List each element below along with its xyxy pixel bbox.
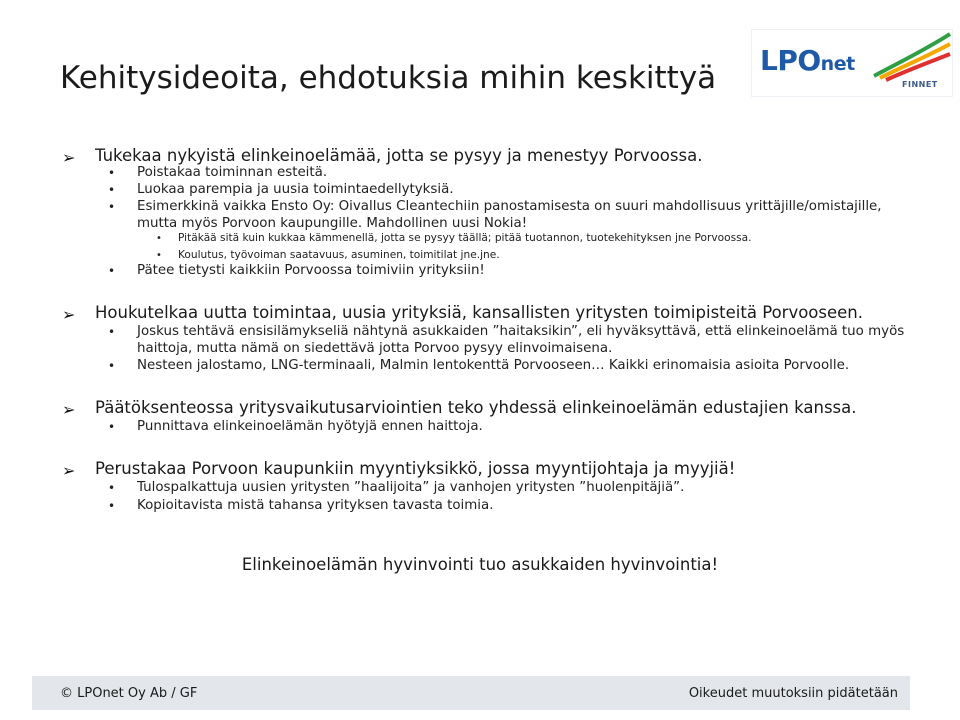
list-item: Kopioitavista mistä tahansa yrityksen tavasta toimia.: [137, 498, 494, 513]
bullet-icon: •: [108, 183, 116, 197]
list-item: Pätee tietysti kaikkiin Porvoossa toimiviin yrityksiin!: [137, 263, 485, 278]
list-item: Esimerkkinä vaikka Ensto Oy: Oivallus Cleantechiin panostamisesta on suuri mahdollisuus yrittäjille/omistajille, mutta myös Porvoon kaupungille. Mahdollinen uusi Nokia!: [137, 199, 882, 231]
list-item: Punnittava elinkeinoelämän hyötyjä ennen haittoja.: [137, 419, 483, 434]
logo-finnet: FINNET: [902, 80, 938, 89]
section-heading: Tukekaa nykyistä elinkeinoelämää, jotta se pysyy ja menestyy Porvoossa.: [95, 146, 703, 165]
footer-copyright: © LPOnet Oy Ab / GF: [60, 686, 198, 701]
list-item: Tulospalkattuja uusien yritysten ”haalijoita” ja vanhojen yritysten ”huolenpitäjiä”.: [137, 480, 685, 495]
logo-swoosh-icon: [870, 32, 952, 82]
bullet-icon: •: [108, 264, 116, 278]
bullet-icon: •: [156, 233, 162, 244]
bullet-icon: •: [156, 250, 162, 261]
arrow-bullet-icon: ➢: [62, 400, 76, 419]
closing-statement: Elinkeinoelämän hyvinvointi tuo asukkaiden hyvinvointia!: [241, 555, 719, 574]
list-item: Poistakaa toiminnan esteitä.: [137, 165, 328, 180]
bullet-icon: •: [108, 325, 116, 339]
bullet-icon: •: [108, 200, 116, 214]
list-item: Nesteen jalostamo, LNG-terminaali, Malmin lentokenttä Porvooseen… Kaikki erinomaisia asioita Porvoolle.: [137, 358, 850, 373]
lponet-logo: [752, 30, 952, 96]
sub-list-item: Pitäkää sitä kuin kukkaa kämmenellä, jotta se pysyy täällä; pitää tuotannon, tuotekehityksen jne Porvoossa.: [178, 232, 752, 244]
section-heading: Perustakaa Porvoon kaupunkiin myyntiyksikkö, jossa myyntijohtaja ja myyjiä!: [95, 459, 736, 478]
bullet-icon: •: [108, 499, 116, 513]
section-heading: Päätöksenteossa yritysvaikutusarviointien teko yhdessä elinkeinoelämän edustajien kanssa.: [95, 398, 857, 417]
arrow-bullet-icon: ➢: [62, 305, 76, 324]
bullet-icon: •: [108, 420, 116, 434]
arrow-bullet-icon: ➢: [62, 461, 76, 480]
bullet-icon: •: [108, 166, 116, 180]
list-item: Luokaa parempia ja uusia toimintaedellytyksiä.: [137, 182, 454, 197]
arrow-bullet-icon: ➢: [62, 148, 76, 167]
section-heading: Houkutelkaa uutta toimintaa, uusia yrityksiä, kansallisten yritysten toimipisteitä Porvooseen.: [95, 303, 863, 322]
logo-wordmark: LPOnet: [760, 44, 855, 77]
list-item: Joskus tehtävä ensisilämykseliä nähtynä asukkaiden ”haitaksikin”, eli hyväksyttävä, että elinkeinoelämä tuo myös haittoja, mutta nämä on siedettävä jotta Porvoo pysyy elinvoimaisena.: [137, 324, 905, 356]
sub-list-item: Koulutus, työvoiman saatavuus, asuminen, toimitilat jne.jne.: [178, 249, 500, 261]
footer-bar: [32, 676, 910, 710]
slide-title: Kehitysideoita, ehdotuksia mihin keskittyä: [60, 60, 717, 96]
bullet-icon: •: [108, 481, 116, 495]
bullet-icon: •: [108, 359, 116, 373]
footer-rights: Oikeudet muutoksiin pidätetään: [688, 686, 898, 701]
